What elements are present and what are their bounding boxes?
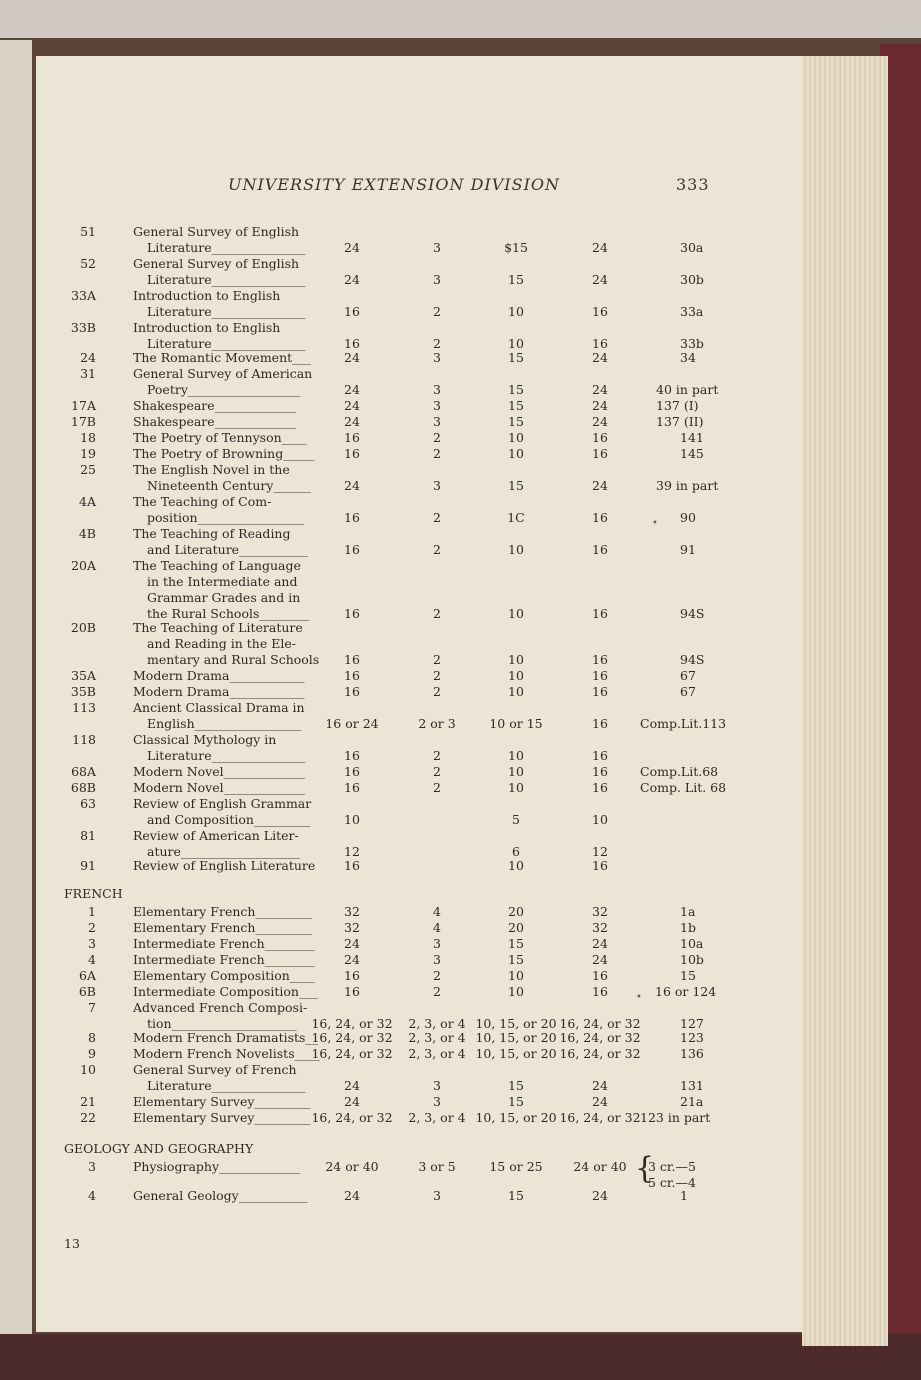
- value-c4: 16: [592, 446, 608, 461]
- value-c4: 16: [592, 542, 608, 557]
- value-c3: 10: [508, 780, 524, 795]
- value-c4: 16, 24, or 32: [559, 1030, 641, 1045]
- value-c2: 3: [433, 1094, 441, 1109]
- value-c3: 15: [508, 272, 524, 287]
- value-c4: 16: [592, 764, 608, 779]
- course-title-line: The Poetry of Tennyson____: [133, 430, 307, 445]
- course-title-line: Poetry__________________: [147, 382, 301, 397]
- value-c2: 3: [433, 1078, 441, 1093]
- value-c2: 3: [433, 1188, 441, 1203]
- course-number: 22: [80, 1110, 96, 1125]
- value-c1: 24: [344, 350, 360, 365]
- value-c4: 16: [592, 606, 608, 621]
- course-title-line: Intermediate French________: [133, 952, 315, 967]
- value-c1: 24: [344, 478, 360, 493]
- value-c4: 16: [592, 510, 608, 525]
- value-c3: 15: [508, 1188, 524, 1203]
- value-c4: 24: [592, 398, 608, 413]
- value-c3: $15: [504, 240, 528, 255]
- course-title-line: General Survey of American: [133, 366, 313, 381]
- value-c3: 10: [508, 764, 524, 779]
- value-c1: 24 or 40: [325, 1159, 379, 1174]
- course-title-line: General Survey of English: [133, 256, 300, 271]
- course-number: 4: [88, 1188, 96, 1203]
- course-title-line: Modern Novel_____________: [133, 780, 305, 795]
- course-number: 52: [80, 256, 96, 271]
- value-c1: 32: [344, 904, 360, 919]
- value-c3: 10, 15, or 20: [475, 1016, 557, 1031]
- value-c2: 2: [433, 764, 441, 779]
- course-title-line: Literature_______________: [147, 748, 306, 763]
- value-c2: 2 or 3: [418, 716, 456, 731]
- equivalent-course: 67: [680, 684, 696, 699]
- value-c4: 16, 24, or 32: [559, 1016, 641, 1031]
- value-c1: 16: [344, 510, 360, 525]
- value-c2: 2: [433, 304, 441, 319]
- value-c2: 3: [433, 272, 441, 287]
- course-title-line: Elementary French_________: [133, 904, 312, 919]
- value-c3: 20: [508, 920, 524, 935]
- value-c3: 10: [508, 542, 524, 557]
- brace-glyph: {: [635, 1151, 655, 1186]
- course-title-line: General Geology___________: [133, 1188, 308, 1203]
- value-c1: 16, 24, or 32: [311, 1030, 393, 1045]
- course-title-line: Elementary Survey_________: [133, 1110, 311, 1125]
- equivalent-course: 34: [680, 350, 696, 365]
- value-c4: 10: [592, 812, 608, 827]
- course-number: 113: [72, 700, 96, 715]
- equivalent-course: 39 in part: [656, 478, 719, 493]
- course-title-line: Review of American Liter-: [133, 828, 299, 843]
- value-c3: 15: [508, 414, 524, 429]
- value-c1: 10: [344, 812, 360, 827]
- course-number: 1: [88, 904, 96, 919]
- equivalent-course: Comp.Lit.68: [640, 764, 719, 779]
- value-c2: 3: [433, 240, 441, 255]
- equivalent-course: 91: [680, 542, 696, 557]
- equivalent-course: 21a: [680, 1094, 704, 1109]
- value-c4: 24: [592, 1188, 608, 1203]
- value-c4: 16: [592, 336, 608, 351]
- value-c3: 1C: [507, 510, 525, 525]
- value-c1: 16, 24, or 32: [311, 1046, 393, 1061]
- value-c1: 16: [344, 652, 360, 667]
- course-number: 2: [88, 920, 96, 935]
- course-title-line: and Reading in the Ele-: [147, 636, 296, 651]
- course-title-line: Introduction to English: [133, 288, 281, 303]
- course-title-line: Modern Drama____________: [133, 684, 305, 699]
- course-title-line: Modern French Dramatists__: [133, 1030, 318, 1045]
- value-c1: 24: [344, 1094, 360, 1109]
- section-heading: GEOLOGY AND GEOGRAPHY: [64, 1141, 254, 1156]
- running-header-title: UNIVERSITY EXTENSION DIVISION: [228, 175, 561, 194]
- course-number: 81: [80, 828, 96, 843]
- course-title-line: Literature_______________: [147, 240, 306, 255]
- scan-top-margin: [0, 0, 921, 38]
- course-title-line: Literature_______________: [147, 1078, 306, 1093]
- value-c2: 3: [433, 398, 441, 413]
- course-number: 33B: [70, 320, 96, 335]
- value-c4: 16: [592, 858, 608, 873]
- course-title-line: Review of English Grammar: [133, 796, 312, 811]
- equivalent-course: 136: [680, 1046, 704, 1061]
- course-title-line: The English Novel in the: [133, 462, 290, 477]
- value-c4: 24: [592, 1094, 608, 1109]
- value-c3: 10: [508, 968, 524, 983]
- value-c3: 15: [508, 350, 524, 365]
- course-title-line: General Survey of French: [133, 1062, 297, 1077]
- course-number: 118: [72, 732, 96, 747]
- value-c1: 24: [344, 1078, 360, 1093]
- equivalent-course: 131: [680, 1078, 704, 1093]
- course-number: 33A: [71, 288, 96, 303]
- equivalent-course: 94S: [680, 606, 705, 621]
- course-title-line: mentary and Rural Schools: [147, 652, 320, 667]
- course-number: 19: [80, 446, 96, 461]
- course-number: 9: [88, 1046, 96, 1061]
- equivalent-course: 30b: [680, 272, 704, 287]
- value-c1: 24: [344, 272, 360, 287]
- value-c4: 16: [592, 430, 608, 445]
- course-title-line: General Survey of English: [133, 224, 300, 239]
- course-title-line: Elementary French_________: [133, 920, 312, 935]
- equivalent-course: 127: [680, 1016, 704, 1031]
- course-title-line: Literature_______________: [147, 336, 306, 351]
- value-c3: 10: [508, 304, 524, 319]
- course-title-line: Physiography_____________: [133, 1159, 301, 1174]
- value-c1: 24: [344, 240, 360, 255]
- course-title-line: The Teaching of Literature: [133, 620, 303, 635]
- equivalent-course: 3 cr.—5: [648, 1159, 696, 1174]
- course-number: 68B: [70, 780, 96, 795]
- course-title-line: tion____________________: [147, 1016, 297, 1031]
- equivalent-course: 1a: [680, 904, 696, 919]
- value-c1: 32: [344, 920, 360, 935]
- course-title-line: Intermediate French________: [133, 936, 315, 951]
- course-number: 3: [88, 1159, 96, 1174]
- course-number: 6B: [78, 984, 96, 999]
- equivalent-course: 15: [680, 968, 696, 983]
- course-title-line: Elementary Composition____: [133, 968, 315, 983]
- course-number: 4A: [79, 494, 96, 509]
- value-c4: 16: [592, 984, 608, 999]
- course-title-line: Review of English Literature: [133, 858, 316, 873]
- equivalent-course: Comp.Lit.113: [640, 716, 727, 731]
- equivalent-course: 33b: [680, 336, 704, 351]
- value-c4: 24: [592, 952, 608, 967]
- course-title-line: Elementary Survey_________: [133, 1094, 311, 1109]
- course-number: 25: [80, 462, 96, 477]
- course-number: 18: [80, 430, 96, 445]
- value-c1: 16: [344, 780, 360, 795]
- value-c1: 16: [344, 858, 360, 873]
- equivalent-course: 1: [680, 1188, 688, 1203]
- course-title-line: Ancient Classical Drama in: [133, 700, 305, 715]
- value-c1: 24: [344, 936, 360, 951]
- course-title-line: Modern Novel_____________: [133, 764, 305, 779]
- value-c3: 10: [508, 984, 524, 999]
- course-number: 4B: [78, 526, 96, 541]
- value-c1: 24: [344, 952, 360, 967]
- book-cover-bottom: [0, 1334, 921, 1380]
- value-c3: 15: [508, 952, 524, 967]
- value-c4: 32: [592, 904, 608, 919]
- course-title-line: Shakespeare_____________: [133, 398, 296, 413]
- course-title-line: Classical Mythology in: [133, 732, 277, 747]
- value-c3: 10: [508, 858, 524, 873]
- value-c3: 10: [508, 606, 524, 621]
- course-title-line: Introduction to English: [133, 320, 281, 335]
- course-number: 68A: [71, 764, 96, 779]
- course-number: 24: [80, 350, 96, 365]
- value-c3: 20: [508, 904, 524, 919]
- value-c3: 5: [512, 812, 520, 827]
- value-c4: 24 or 40: [573, 1159, 627, 1174]
- course-title-line: The Poetry of Browning_____: [133, 446, 315, 461]
- value-c3: 10: [508, 336, 524, 351]
- equivalent-course: 33a: [680, 304, 704, 319]
- value-c4: 16: [592, 668, 608, 683]
- value-c2: 2: [433, 336, 441, 351]
- equivalent-course: 137 (I): [656, 398, 699, 413]
- value-c2: 4: [433, 920, 441, 935]
- equivalent-course: 141: [680, 430, 704, 445]
- value-c4: 16: [592, 716, 608, 731]
- course-number: 91: [80, 858, 96, 873]
- value-c3: 15: [508, 936, 524, 951]
- equivalent-course: 67: [680, 668, 696, 683]
- course-title-line: position_________________: [147, 510, 304, 525]
- course-number: 3: [88, 936, 96, 951]
- value-c2: 3: [433, 350, 441, 365]
- equivalent-course: 137 (II): [656, 414, 704, 429]
- value-c2: 3: [433, 478, 441, 493]
- value-c4: 24: [592, 414, 608, 429]
- value-c1: 16: [344, 606, 360, 621]
- equivalent-course: 10a: [680, 936, 704, 951]
- equivalent-course: 10b: [680, 952, 704, 967]
- value-c3: 10: [508, 652, 524, 667]
- course-number: 21: [80, 1094, 96, 1109]
- value-c4: 16: [592, 748, 608, 763]
- value-c3: 15: [508, 382, 524, 397]
- value-c4: 24: [592, 272, 608, 287]
- value-c3: 10: [508, 668, 524, 683]
- value-c3: 10: [508, 430, 524, 445]
- value-c2: 2: [433, 606, 441, 621]
- equivalent-course: Comp. Lit. 68: [640, 780, 727, 795]
- value-c2: 3: [433, 952, 441, 967]
- course-number: 35B: [70, 684, 96, 699]
- course-number: 8: [88, 1030, 96, 1045]
- value-c1: 12: [344, 844, 360, 859]
- equivalent-course: 145: [680, 446, 704, 461]
- value-c3: 10 or 15: [489, 716, 543, 731]
- course-title-line: The Teaching of Com-: [133, 494, 272, 509]
- value-c2: 2: [433, 968, 441, 983]
- value-c1: 16: [344, 304, 360, 319]
- signature-mark: 13: [64, 1236, 80, 1251]
- value-c4: 24: [592, 240, 608, 255]
- course-title-line: ature___________________: [147, 844, 300, 859]
- value-c4: 16: [592, 780, 608, 795]
- value-c1: 16 or 24: [325, 716, 379, 731]
- course-title-line: Grammar Grades and in: [147, 590, 301, 605]
- value-c2: 2, 3, or 4: [408, 1016, 466, 1031]
- value-c1: 16: [344, 668, 360, 683]
- value-c2: 2: [433, 984, 441, 999]
- value-c2: 2: [433, 510, 441, 525]
- course-title-line: Intermediate Composition___: [133, 984, 318, 999]
- value-c3: 15: [508, 398, 524, 413]
- value-c1: 16: [344, 764, 360, 779]
- value-c2: 2, 3, or 4: [408, 1110, 466, 1125]
- value-c1: 24: [344, 398, 360, 413]
- value-c4: 16, 24, or 32: [559, 1110, 641, 1125]
- value-c4: 16: [592, 652, 608, 667]
- equivalent-course: 90: [680, 510, 696, 525]
- value-c4: 12: [592, 844, 608, 859]
- value-c2: 4: [433, 904, 441, 919]
- value-c2: 3 or 5: [418, 1159, 456, 1174]
- course-number: 17B: [70, 414, 96, 429]
- course-number: 63: [80, 796, 96, 811]
- equivalent-course: 5 cr.—4: [648, 1175, 696, 1190]
- value-c2: 2: [433, 668, 441, 683]
- value-c4: 24: [592, 350, 608, 365]
- value-c1: 16: [344, 748, 360, 763]
- value-c1: 16: [344, 430, 360, 445]
- course-number: 10: [80, 1062, 96, 1077]
- value-c3: 15: [508, 1078, 524, 1093]
- value-c2: 3: [433, 382, 441, 397]
- value-c1: 16: [344, 446, 360, 461]
- course-title-line: Advanced French Composi-: [133, 1000, 308, 1015]
- facing-page-edge: [0, 40, 32, 1340]
- value-c4: 16, 24, or 32: [559, 1046, 641, 1061]
- value-c2: 2: [433, 430, 441, 445]
- course-title-line: Shakespeare_____________: [133, 414, 296, 429]
- value-c4: 24: [592, 936, 608, 951]
- course-number: 51: [80, 224, 96, 239]
- equivalent-course: 40 in part: [656, 382, 719, 397]
- speck-mark: •: [636, 992, 642, 1003]
- value-c1: 16: [344, 542, 360, 557]
- value-c3: 6: [512, 844, 520, 859]
- value-c3: 10, 15, or 20: [475, 1030, 557, 1045]
- course-number: 20B: [70, 620, 96, 635]
- value-c3: 15: [508, 1094, 524, 1109]
- course-title-line: The Teaching of Reading: [133, 526, 291, 541]
- equivalent-course: 16 or 124: [655, 984, 717, 999]
- value-c4: 16: [592, 684, 608, 699]
- course-number: 17A: [71, 398, 96, 413]
- course-number: 35A: [71, 668, 96, 683]
- value-c2: 2, 3, or 4: [408, 1046, 466, 1061]
- page-edges: [802, 56, 888, 1346]
- value-c4: 24: [592, 1078, 608, 1093]
- course-title-line: The Romantic Movement___: [133, 350, 311, 365]
- course-title-line: the Rural Schools________: [147, 606, 310, 621]
- course-title-line: Nineteenth Century______: [147, 478, 311, 493]
- value-c2: 2: [433, 684, 441, 699]
- value-c3: 15: [508, 478, 524, 493]
- value-c2: 2: [433, 748, 441, 763]
- course-title-line: and Literature___________: [147, 542, 308, 557]
- course-title-line: Modern Drama____________: [133, 668, 305, 683]
- value-c3: 10: [508, 684, 524, 699]
- value-c2: 2: [433, 780, 441, 795]
- equivalent-course: 123: [680, 1030, 704, 1045]
- value-c1: 16, 24, or 32: [311, 1110, 393, 1125]
- value-c2: 2: [433, 446, 441, 461]
- value-c4: 16: [592, 968, 608, 983]
- value-c3: 10: [508, 446, 524, 461]
- value-c4: 24: [592, 478, 608, 493]
- course-number: 31: [80, 366, 96, 381]
- section-heading: FRENCH: [64, 886, 123, 901]
- equivalent-course: 123 in part: [640, 1110, 711, 1125]
- value-c3: 10: [508, 748, 524, 763]
- course-title-line: and Composition_________: [147, 812, 311, 827]
- course-number: 6A: [79, 968, 96, 983]
- value-c4: 24: [592, 382, 608, 397]
- course-title-line: The Teaching of Language: [133, 558, 301, 573]
- value-c1: 16, 24, or 32: [311, 1016, 393, 1031]
- value-c4: 16: [592, 304, 608, 319]
- equivalent-course: 1b: [680, 920, 696, 935]
- value-c1: 16: [344, 984, 360, 999]
- value-c3: 10, 15, or 20: [475, 1110, 557, 1125]
- equivalent-course: 30a: [680, 240, 704, 255]
- page-number: 333: [676, 175, 710, 194]
- course-number: 4: [88, 952, 96, 967]
- speck-mark: •: [652, 518, 658, 529]
- value-c1: 24: [344, 1188, 360, 1203]
- value-c3: 15 or 25: [489, 1159, 543, 1174]
- course-title-line: Literature_______________: [147, 272, 306, 287]
- value-c2: 2: [433, 652, 441, 667]
- value-c2: 3: [433, 936, 441, 951]
- value-c1: 16: [344, 968, 360, 983]
- value-c1: 16: [344, 336, 360, 351]
- course-number: 7: [88, 1000, 96, 1015]
- value-c1: 24: [344, 382, 360, 397]
- value-c4: 32: [592, 920, 608, 935]
- equivalent-course: 94S: [680, 652, 705, 667]
- course-title-line: in the Intermediate and: [147, 574, 298, 589]
- value-c1: 16: [344, 684, 360, 699]
- course-number: 20A: [71, 558, 96, 573]
- course-title-line: Literature_______________: [147, 304, 306, 319]
- value-c2: 2: [433, 542, 441, 557]
- value-c1: 24: [344, 414, 360, 429]
- value-c2: 2, 3, or 4: [408, 1030, 466, 1045]
- course-title-line: English_________________: [147, 716, 301, 731]
- course-title-line: Modern French Novelists____: [133, 1046, 320, 1061]
- value-c2: 3: [433, 414, 441, 429]
- value-c3: 10, 15, or 20: [475, 1046, 557, 1061]
